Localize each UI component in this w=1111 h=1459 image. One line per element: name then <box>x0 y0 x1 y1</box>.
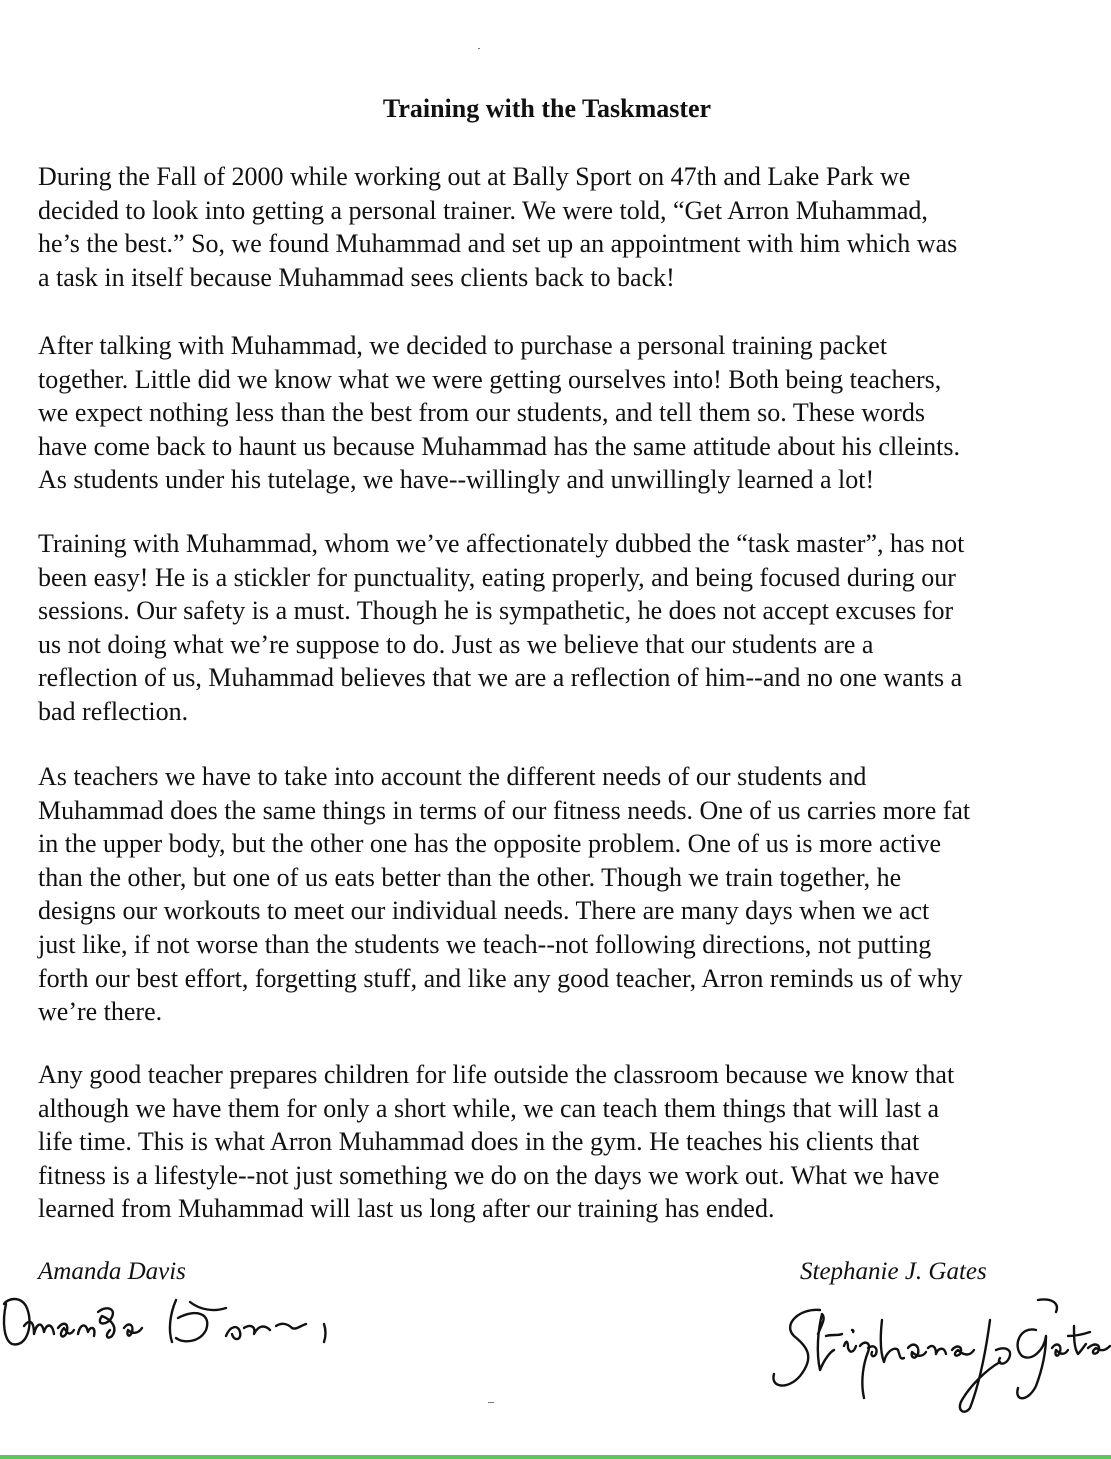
paragraph <box>38 160 1058 294</box>
text-line: reflection of us, Muhammad believes that we are a reflection of him--and no one wants a <box>38 663 963 693</box>
text-line: us not doing what we’re suppose to do. Just as we believe that our students are a <box>38 629 874 659</box>
text-line: Any good teacher prepares children for life outside the classroom because we know that <box>38 1060 955 1089</box>
text-line: As students under his tutelage, we have--willingly and unwillingly learned a lot! <box>38 465 875 495</box>
text-line: Muhammad does the same things in terms of our fitness needs. One of us carries more fat <box>38 795 971 825</box>
signature-left <box>0 1282 340 1362</box>
scan-speck <box>488 1402 494 1403</box>
paragraph <box>38 527 1058 729</box>
text-line: we expect nothing less than the best from our students, and tell them so. These words <box>38 398 925 428</box>
paragraph <box>38 329 1058 497</box>
paragraph <box>38 760 1058 1029</box>
text-line: been easy! He is a stickler for punctuality, eating properly, and being focused during our <box>38 562 956 592</box>
text-line: Training with Muhammad, whom we’ve affectionately dubbed the “task master”, has not <box>38 529 965 558</box>
text-line: fitness is a lifestyle--not just something we do on the days we work out. What we have <box>38 1160 940 1190</box>
document-title: Training with the Taskmaster <box>382 94 712 123</box>
text-line: sessions. Our safety is a must. Though he is sympathetic, he does not accept excuses for <box>38 596 954 626</box>
paragraph <box>38 1058 1058 1226</box>
text-line: a task in itself because Muhammad sees clients back to back! <box>38 262 675 292</box>
text-line: decided to look into getting a personal trainer. We were told, “Get Arron Muhammad, <box>38 195 928 225</box>
signature-right <box>760 1290 1111 1420</box>
text-line: together. Little did we know what we were getting ourselves into! Both being teachers, <box>38 364 942 394</box>
signer-name-left: Amanda Davis <box>38 1258 186 1285</box>
text-line: than the other, but one of us eats better than the other. Though we train together, he <box>38 862 902 892</box>
text-line: life time. This is what Arron Muhammad does in the gym. He teaches his clients that <box>38 1127 920 1157</box>
text-line: As teachers we have to take into account the different needs of our students and <box>38 762 867 791</box>
signer-name-right: Stephanie J. Gates <box>800 1258 987 1285</box>
text-line: bad reflection. <box>38 696 189 726</box>
text-line: although we have them for only a short while, we can teach them things that will last a <box>38 1093 940 1123</box>
text-line: After talking with Muhammad, we decided to purchase a personal training packet <box>38 331 888 360</box>
bottom-rule <box>0 1455 1111 1459</box>
text-line: he’s the best.” So, we found Muhammad and set up an appointment with him which was <box>38 229 958 259</box>
text-line: have come back to haunt us because Muhammad has the same attitude about his clleints. <box>38 431 961 461</box>
text-line: just like, if not worse than the students we teach--not following directions, not putting <box>38 929 932 959</box>
text-line: learned from Muhammad will last us long after our training has ended. <box>38 1194 775 1224</box>
text-line: During the Fall of 2000 while working out at Bally Sport on 47th and Lake Park we <box>38 162 911 191</box>
text-line: forth our best effort, forgetting stuff, and like any good teacher, Arron reminds us of why <box>38 963 963 993</box>
text-line: we’re there. <box>38 997 163 1027</box>
scan-speck <box>478 48 480 49</box>
text-line: designs our workouts to meet our individual needs. There are many days when we act <box>38 896 930 926</box>
text-line: in the upper body, but the other one has the opposite problem. One of us is more active <box>38 829 942 859</box>
